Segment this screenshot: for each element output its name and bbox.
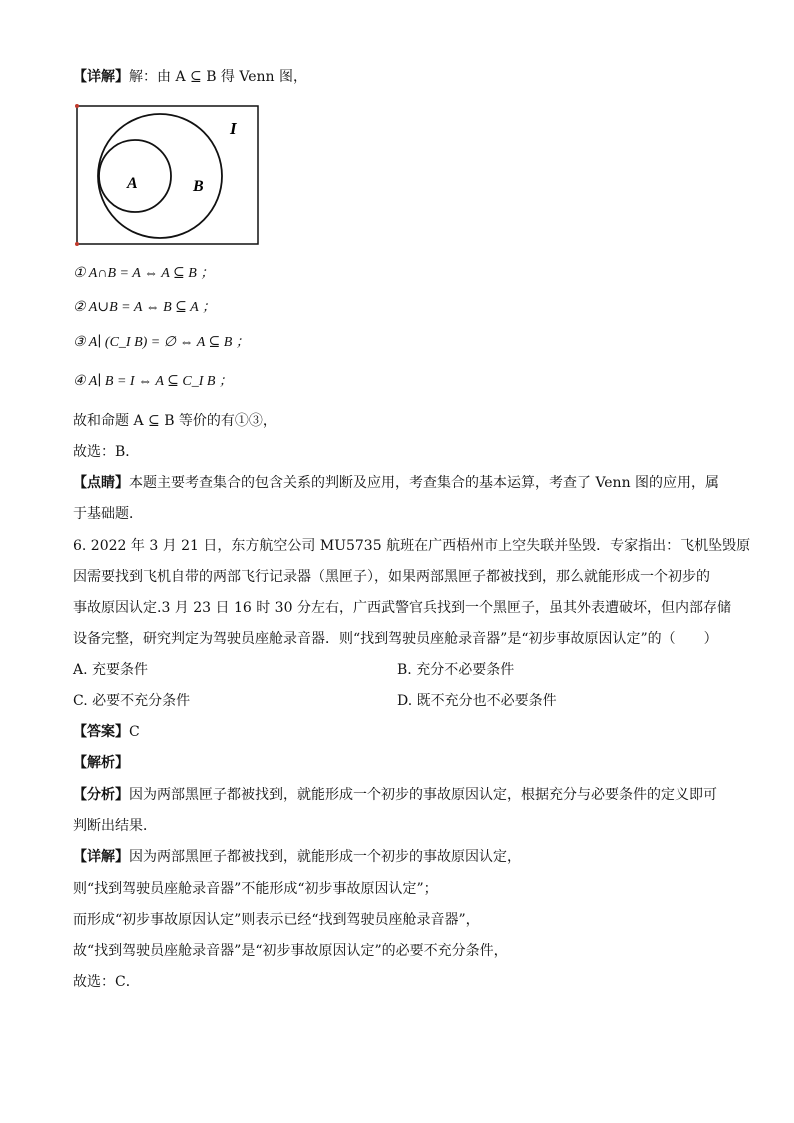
dianjing-text-1: 本题主要考查集合的包含关系的判断及应用，考查集合的基本运算，考查了 Venn 图的应用，属: [129, 475, 720, 491]
fenxi-line-2: 判断出结果．: [73, 818, 157, 834]
conclusion: 故和命题 A ⊆ B 等价的有①③，: [73, 413, 277, 429]
item-2: ② A∪B = A ⇔ B ⊆ A ；: [73, 300, 216, 315]
option-d: D. 既不充分也不必要条件: [397, 693, 557, 709]
question-6-line-1: 6. 2022 年 3 月 21 日，东方航空公司 MU5735 航班在广西梧州市上空失联并坠毁．专家指出：飞机坠毁原: [73, 538, 751, 554]
xiangjie-heading: 【详解】: [73, 849, 129, 865]
dianjing-line-1: [73, 473, 719, 493]
xiangjie-text-1: 因为两部黑匣子都被找到，就能形成一个初步的事故原因认定，: [129, 849, 521, 865]
fenxi-line-1: [73, 785, 717, 805]
label-b: B: [193, 178, 204, 195]
dianjing-line-2: 于基础题．: [73, 506, 143, 522]
option-a: A. 充要条件: [73, 662, 149, 678]
question-6-line-4: 设备完整，研究判定为驾驶员座舱录音器．则“找到驾驶员座舱录音器”是“初步事故原因认定”的（ ）: [73, 631, 718, 647]
fenxi-heading: 【分析】: [73, 787, 129, 803]
venn-diagram: [73, 100, 263, 248]
fenxi-text-1: 因为两部黑匣子都被找到，就能形成一个初步的事故原因认定，根据充分与必要条件的定义即可: [129, 787, 717, 803]
corner-dot-bottom: [75, 242, 79, 246]
detail-heading: 【详解】: [73, 69, 129, 85]
question-6-line-3: 事故原因认定.3 月 23 日 16 时 30 分左右，广西武警官兵找到一个黑匣子，虽其外表遭破坏，但内部存储: [73, 600, 731, 616]
item-1: ① A∩B = A ⇔ A ⊆ B ；: [73, 266, 215, 281]
item-3: ③ A∣ (C_I B) = ∅ ⇔ A ⊆ B ；: [73, 335, 250, 350]
jiexi-heading: 【解析】: [73, 755, 129, 771]
question-6-line-2: 因需要找到飞机自带的两部飞行记录器（黑匣子），如果两部黑匣子都被找到，那么就能形成一个初步的: [73, 569, 710, 585]
xiangjie-line-3: 而形成“初步事故原因认定”则表示已经“找到驾驶员座舱录音器”，: [73, 912, 480, 928]
xiangjie-line-2: 则“找到驾驶员座舱录音器”不能形成“初步事故原因认定”；: [73, 881, 438, 897]
item-4: ④ A∣ B = I ⇔ A ⊆ C_I B ；: [73, 374, 233, 389]
answer-heading: 【答案】: [73, 724, 129, 740]
detail-text: 解：由 A ⊆ B 得 Venn 图，: [129, 69, 307, 85]
dianjing-heading: 【点睛】: [73, 475, 129, 491]
option-c: C. 必要不充分条件: [73, 693, 191, 709]
xiangjie-line-1: [73, 847, 521, 867]
label-i: I: [230, 119, 237, 138]
answer-line: [73, 722, 140, 742]
label-a: A: [127, 175, 138, 192]
choose-b: 故选：B．: [73, 444, 140, 460]
xiangjie-line-4: 故“找到驾驶员座舱录音器”是“初步事故原因认定”的必要不充分条件，: [73, 943, 508, 959]
corner-dot-top: [75, 104, 79, 108]
option-b: B. 充分不必要条件: [397, 662, 515, 678]
detail-line-1: [73, 67, 307, 87]
set-b-circle: [98, 114, 222, 238]
xiangjie-line-5: 故选：C．: [73, 974, 140, 990]
answer-value: C: [129, 724, 140, 740]
